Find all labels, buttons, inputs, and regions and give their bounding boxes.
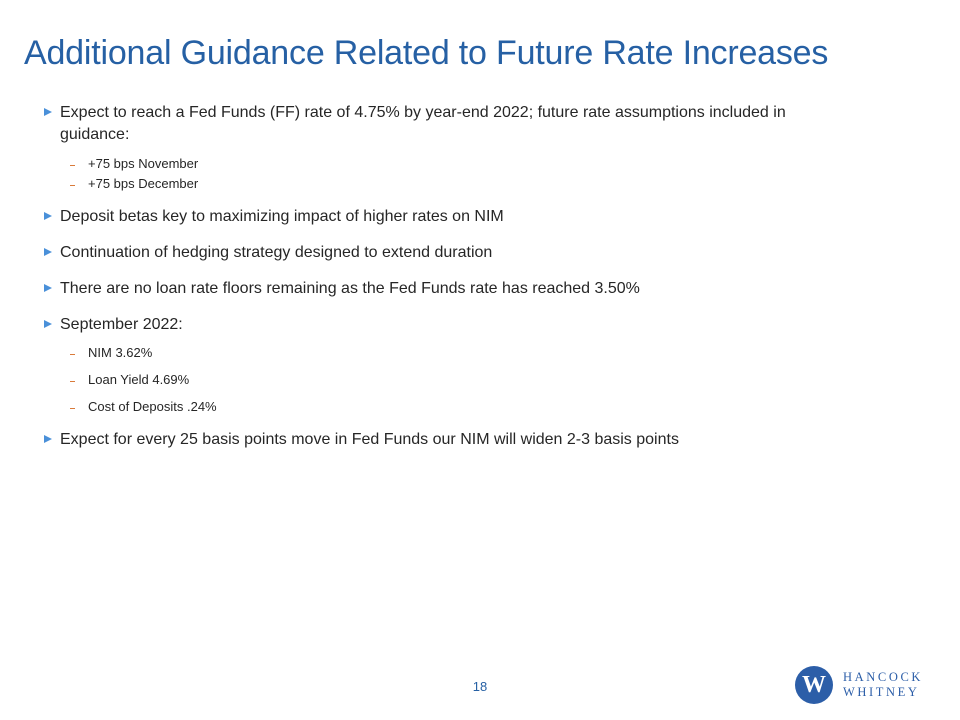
bullet-text: Expect to reach a Fed Funds (FF) rate of 4.75% by year-end 2022; future rate assumptions included in guidance: xyxy=(60,104,786,143)
dash-icon xyxy=(70,165,75,166)
bullet-item xyxy=(44,242,844,264)
logo-line-1: HANCOCK xyxy=(843,670,924,684)
sub-bullet-text: NIM 3.62% xyxy=(88,345,153,360)
sub-bullet-text: Loan Yield 4.69% xyxy=(88,372,190,387)
sub-bullet-text: +75 bps December xyxy=(88,176,199,191)
dash-icon xyxy=(70,185,75,186)
bullet-item xyxy=(44,102,844,146)
bullet-item xyxy=(44,278,844,300)
page-number: 18 xyxy=(472,679,488,694)
logo-mark-icon: W xyxy=(795,666,833,704)
bullet-text: Continuation of hedging strategy designed to extend duration xyxy=(60,244,493,261)
dash-icon xyxy=(70,354,75,355)
dash-icon xyxy=(70,408,75,409)
bullet-item xyxy=(44,429,844,451)
bullet-text: Expect for every 25 basis points move in Fed Funds our NIM will widen 2-3 basis points xyxy=(60,431,679,448)
bullet-text: There are no loan rate floors remaining as the Fed Funds rate has reached 3.50% xyxy=(60,280,640,297)
logo-wordmark xyxy=(843,670,923,700)
bullet-text: Deposit betas key to maximizing impact of higher rates on NIM xyxy=(60,208,504,225)
bullet-arrow-icon xyxy=(44,284,52,292)
sub-bullet-item xyxy=(44,343,844,363)
bullet-text: September 2022: xyxy=(60,316,183,333)
sub-bullet-text: +75 bps November xyxy=(88,156,199,171)
logo-line-2: WHITNEY xyxy=(843,685,920,699)
bullet-list xyxy=(44,102,844,451)
sub-bullet-item xyxy=(44,174,844,194)
sub-bullet-item xyxy=(44,154,844,174)
bullet-item xyxy=(44,206,844,228)
bullet-arrow-icon xyxy=(44,212,52,220)
sub-bullet-item xyxy=(44,370,844,390)
bullet-arrow-icon xyxy=(44,435,52,443)
sub-bullet-text: Cost of Deposits .24% xyxy=(88,399,217,414)
bullet-arrow-icon xyxy=(44,248,52,256)
bullet-item xyxy=(44,314,844,336)
sub-bullet-item xyxy=(44,397,844,417)
slide-title: Additional Guidance Related to Future Rate Increases xyxy=(24,34,829,72)
bullet-arrow-icon xyxy=(44,108,52,116)
dash-icon xyxy=(70,381,75,382)
company-logo xyxy=(795,666,935,706)
bullet-arrow-icon xyxy=(44,320,52,328)
